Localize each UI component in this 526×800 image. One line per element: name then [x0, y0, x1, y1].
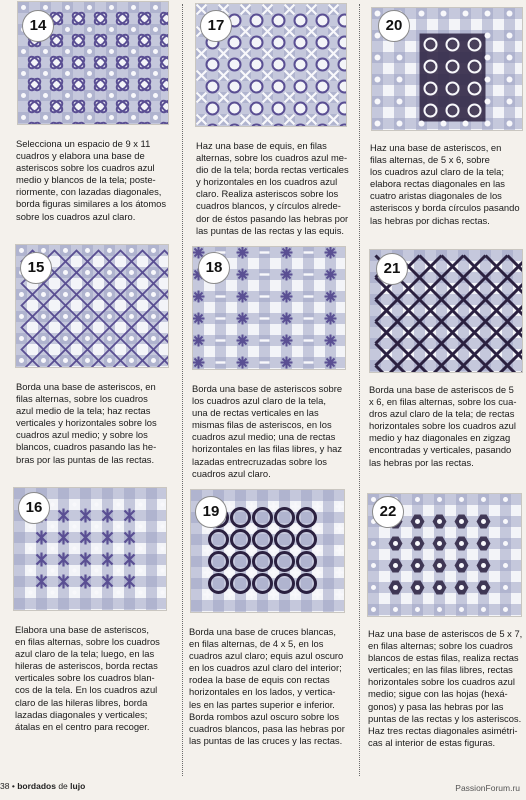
description-line: filas alternas, sobre los cuadros	[16, 393, 148, 405]
description-line: cos de la tela. En los cuadros azul	[15, 684, 158, 696]
description-line: Haz una base de asteriscos, en	[370, 142, 502, 153]
pattern-description-17	[196, 140, 356, 237]
page-footer	[0, 781, 85, 791]
description-line: Haz tres rectas diagonales asimétri-	[368, 724, 518, 736]
description-line: los cuadros azul claro de la tela,	[192, 395, 326, 407]
column-divider-right	[359, 4, 360, 776]
pattern-number-badge: 22	[372, 496, 404, 528]
description-line: puntas de las rectas y los asteriscos.	[368, 712, 522, 724]
pattern-description-15	[16, 381, 178, 466]
description-line: alternas, sobre los cuadros azul me-	[196, 152, 348, 164]
page-number: 38	[0, 781, 10, 791]
pattern-number-badge: 20	[378, 10, 410, 42]
description-line: verticales sobre los cuadros blan-	[15, 672, 155, 684]
description-line: verticales; en las filas libres, rectas	[368, 664, 513, 676]
description-line: Haz una base de equis, en filas	[196, 140, 327, 151]
description-line: Borda una base de asteriscos sobre	[192, 383, 343, 394]
description-line: en filas alternas, de 4 x 5, en los	[189, 638, 324, 650]
description-line: horizontales en las filas libres, y haz	[192, 443, 343, 455]
description-line: hileras de asteriscos, borda rectas	[15, 660, 158, 672]
description-line: gonos) y pasa las hebras por las	[368, 700, 504, 712]
description-line: cuatro aristas diagonales de los	[370, 190, 502, 202]
description-line: Haz una base de asteriscos de 5 x 7,	[368, 628, 523, 639]
magazine-brand-lujo: lujo	[70, 781, 86, 791]
description-line: cuadros blancos, y círculos alrede-	[196, 200, 341, 212]
pattern-number-badge: 16	[18, 492, 50, 524]
description-line: x 6, en filas alternas, sobre los cua-	[369, 396, 517, 408]
footer-bullet: •	[11, 781, 15, 791]
pattern-description-18	[192, 383, 354, 480]
description-line: Borda una base de asteriscos, en	[16, 381, 156, 392]
description-line: cuadros blancos, pasa las hebras por	[189, 722, 345, 734]
description-line: en filas alternas; sobre los cuadros	[368, 640, 513, 652]
column-divider-left	[182, 4, 183, 776]
pattern-description-16	[15, 624, 177, 733]
description-line: claro. Realiza asteriscos sobre los	[196, 188, 339, 200]
description-line: encontradas y verticales, pasando	[369, 444, 512, 456]
description-line: las hebras por las rectas.	[369, 456, 474, 468]
description-line: dor de éstos pasando las hebras por	[196, 212, 349, 224]
description-line: horizontales sobre los cuadros azul	[368, 676, 515, 688]
magazine-brand-bordados: bordados	[17, 781, 56, 791]
watermark-text: PassionForum.ru	[455, 783, 520, 793]
description-line: mismas filas de asteriscos, en los	[192, 419, 332, 431]
description-line: les en las partes superior e inferior.	[189, 698, 335, 710]
description-line: claro de las hileras libres, borda	[15, 696, 148, 708]
description-line: asteriscos sobre los cuadros azul	[16, 162, 155, 174]
description-line: horizontales en los lados, y vertica-	[189, 686, 336, 698]
description-line: dio de la tela; borda rectas verticales	[196, 164, 349, 176]
description-line: medio; sigue con las hojas (hexá-	[368, 688, 508, 700]
pattern-number-badge: 15	[20, 252, 52, 284]
pattern-number-badge: 21	[376, 253, 408, 285]
pattern-description-21	[369, 384, 526, 469]
description-line: filas alternas, de 5 x 6, sobre	[370, 154, 490, 166]
description-line: medio y blancos de la tela; poste-	[16, 174, 156, 186]
magazine-brand-de: de	[58, 781, 68, 791]
pattern-number-badge: 14	[22, 10, 54, 42]
description-line: una de rectas verticales en las	[192, 407, 319, 419]
description-line: bras por las puntas de las rectas.	[16, 453, 155, 465]
description-line: los cuadros azul claro de la tela;	[370, 166, 504, 178]
description-line: Borda una base de asteriscos de 5	[369, 384, 514, 395]
pattern-description-14	[16, 138, 178, 223]
description-line: y horizontales en los cuadros azul	[196, 176, 338, 188]
pattern-number-badge: 19	[195, 496, 227, 528]
description-line: en filas alternas, sobre los cuadros	[15, 636, 160, 648]
description-line: asteriscos y borda círculos pasando	[370, 202, 520, 214]
description-line: átalas en el centro para recoger.	[15, 720, 150, 732]
description-line: las puntas de las rectas y las equis.	[196, 224, 344, 236]
description-line: borda figuras similares a los átomos	[16, 198, 167, 210]
description-line: en los cuadros azul claro del interior;	[189, 662, 342, 674]
description-line: Selecciona un espacio de 9 x 11	[16, 138, 151, 149]
description-line: cas al interior de estas figuras.	[368, 736, 496, 748]
description-line: las hebras por dichas rectas.	[370, 214, 490, 226]
pattern-number-badge: 17	[200, 10, 232, 42]
description-line: las puntas de las cruces y las rectas.	[189, 734, 343, 746]
description-line: azul medio de la tela; haz rectas	[16, 405, 151, 417]
description-line: blancos, cuadros pasando las he-	[16, 441, 157, 453]
description-line: blancos de estas filas, realiza rectas	[368, 652, 519, 664]
description-line: lazadas entrecruzadas sobre los	[192, 455, 327, 467]
description-line: cuadros azul medio; y sobre los	[16, 429, 148, 441]
description-line: cuadros y elabora una base de	[16, 150, 145, 162]
description-line: verticales y horizontales sobre los	[16, 417, 157, 429]
pattern-number-badge: 18	[198, 252, 230, 284]
description-line: dros azul claro de la tela; de rectas	[369, 408, 515, 420]
description-line: medio y haz diagonales en zigzag	[369, 432, 511, 444]
pattern-description-19	[189, 626, 355, 747]
description-line: elabora rectas diagonales en las	[370, 178, 505, 190]
description-line: riormente, con lazadas diagonales,	[16, 186, 162, 198]
description-line: cuadros azul claro.	[192, 467, 271, 479]
pattern-description-22	[368, 628, 526, 749]
description-line: Borda una base de cruces blancas,	[189, 626, 336, 637]
description-line: cuadros azul claro; equis azul oscuro	[189, 650, 344, 662]
description-line: Elabora una base de asteriscos,	[15, 624, 149, 635]
description-line: horizontales sobre los cuadros azul	[369, 420, 516, 432]
description-line: rodea la base de equis con rectas	[189, 674, 330, 686]
description-line: azul claro de la tela; luego, en las	[15, 648, 155, 660]
description-line: lazadas diagonales y verticales;	[15, 708, 148, 720]
pattern-description-20	[370, 142, 526, 227]
description-line: sobre los cuadros azul claro.	[16, 210, 136, 222]
description-line: Borda rombos azul oscuro sobre los	[189, 710, 340, 722]
description-line: cuadros azul medio; una de rectas	[192, 431, 336, 443]
